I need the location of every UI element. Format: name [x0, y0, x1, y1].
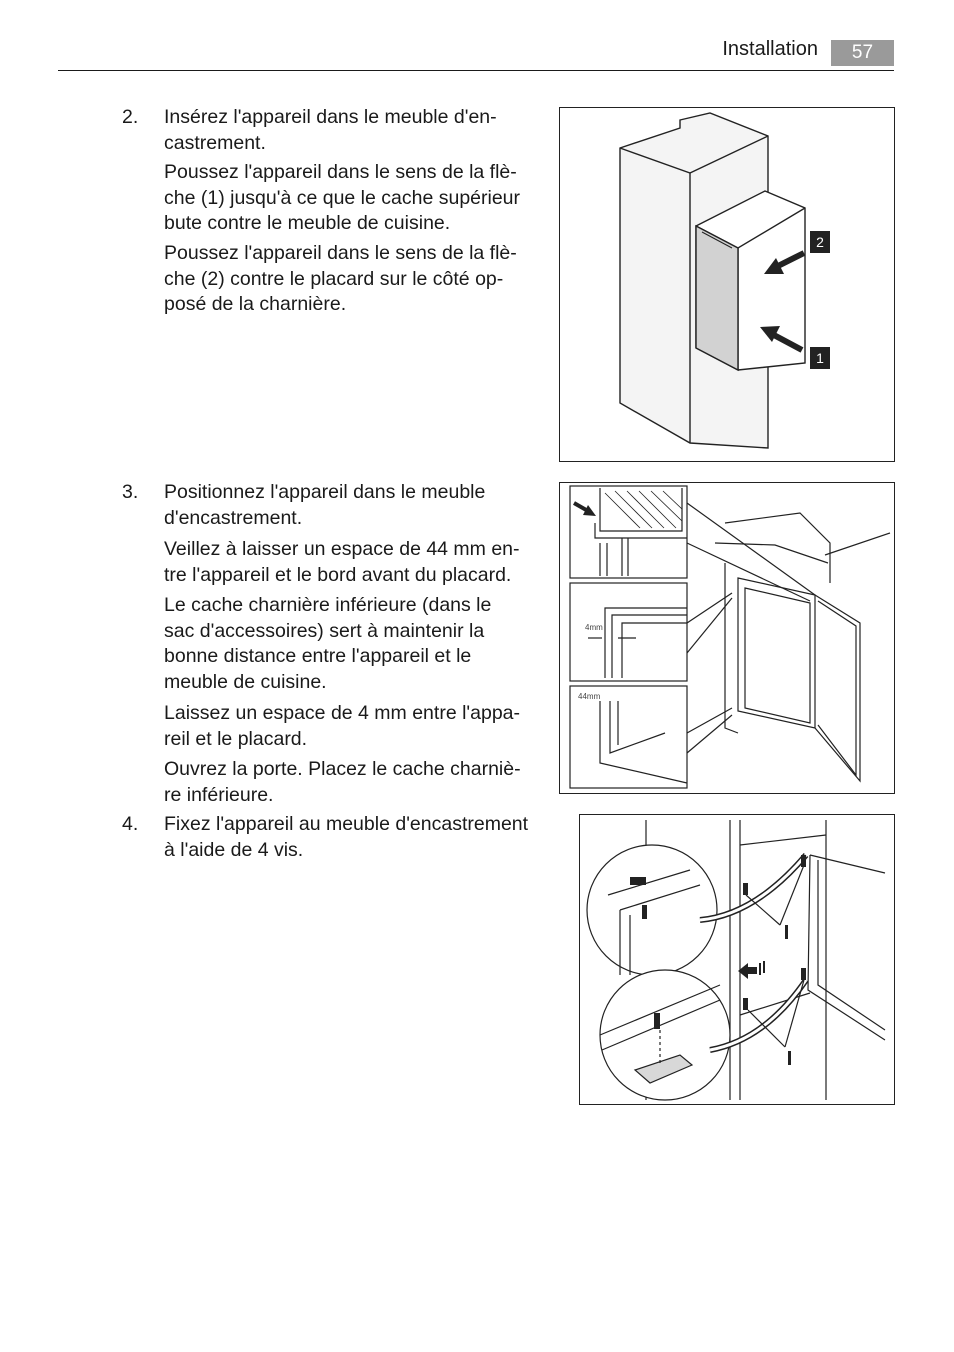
step-paragraph: Ouvrez la porte. Placez le cache charniè- re inférieure.	[164, 758, 521, 806]
step-paragraph: Fixez l'appareil au meuble d'encastrement à l'aide de 4 vis.	[164, 813, 529, 861]
step-number: 2.	[122, 106, 139, 128]
step-paragraph: Veillez à laisser un espace de 44 mm en- tre l'appareil et le bord avant du placard.	[164, 538, 520, 586]
spacing-illustration	[560, 483, 894, 793]
step-paragraph: Le cache charnière inférieure (dans le sac d'accessoires) sert à maintenir la bonne distance entre l'appareil et le meuble de cuisine.	[164, 594, 492, 693]
marker-icon	[785, 925, 788, 939]
section-title: Installation	[722, 38, 818, 60]
page-number: 57	[831, 40, 894, 66]
step-paragraph: Laissez un espace de 4 mm entre l'appa- reil et le placard.	[164, 702, 521, 750]
gap-label-4mm: 4mm	[585, 623, 603, 632]
gap-label-44mm: 44mm	[578, 692, 601, 701]
step-paragraph: Positionnez l'appareil dans le meuble d'encastrement.	[164, 481, 486, 529]
callout-badge-1: 1	[810, 347, 830, 369]
figure-spacing	[559, 482, 895, 794]
figure-insert-appliance	[559, 107, 895, 462]
push-arrow-icon	[738, 961, 764, 979]
step-number: 3.	[122, 481, 139, 503]
cabinet-illustration	[560, 108, 894, 461]
step-paragraph: Poussez l'appareil dans le sens de la flè- che (2) contre le placard sur le côté op- posé de la charnière.	[164, 242, 517, 315]
header-divider	[58, 70, 894, 71]
step-number: 4.	[122, 813, 139, 835]
step-paragraph: Poussez l'appareil dans le sens de la flè- che (1) jusqu'à ce que le cache supérieur bute contre le meuble de cuisine.	[164, 161, 521, 234]
marker-icon	[788, 1051, 791, 1065]
screw-illustration	[580, 815, 894, 1104]
step-paragraph: Insérez l'appareil dans le meuble d'en- castrement.	[164, 106, 497, 154]
figure-screw-fixing	[579, 814, 895, 1105]
callout-badge-2: 2	[810, 231, 830, 253]
